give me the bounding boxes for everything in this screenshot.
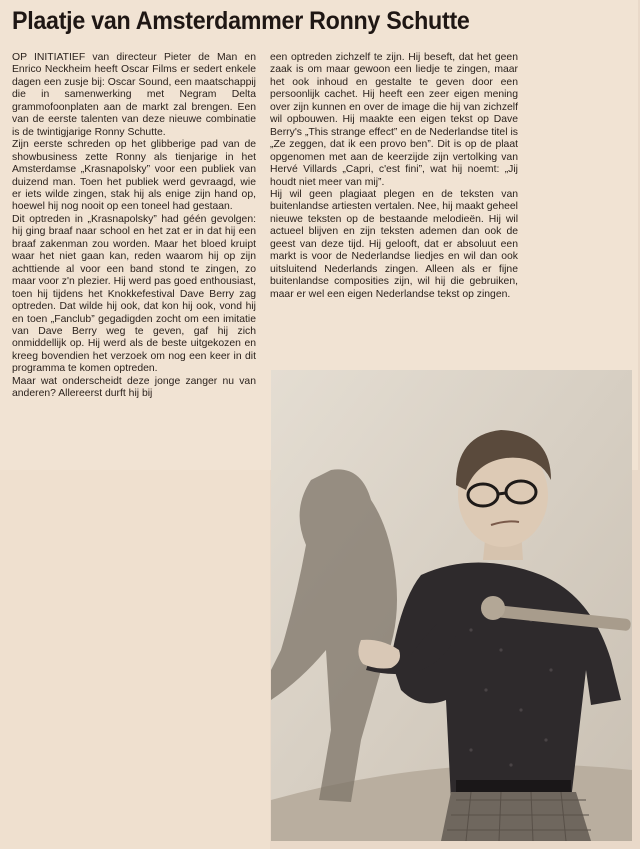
right-column xyxy=(270,52,518,301)
paragraph: Hij wil geen plagiaat plegen en de teksten van buitenlandse artiesten vertalen. Nee, hij maakt geheel nieuwe teksten op de bestaande melodieën. Hij wil actueel blijven en zijn teksten ademen dan ook de geest van deze tijd. Hij gelooft, dat er absoluut een markt is voor de Nederlandse liedjes en wil dan ook uitsluitend Nederlands zingen. Alleen als er fijne buitenlandse composities zijn, wil hij die gebruiken, maar er wel een eigen Nederlandse tekst op zingen. xyxy=(270,188,518,300)
paragraph: een optreden zichzelf te zijn. Hij beseft, dat het geen zaak is om maar gewoon een liedje te zingen, maar het ook inhoud en gestalte te geven door een persoonlijk cachet. Hij heeft een zeer eigen mening over zijn kunnen en over de image die hij van zichzelf wil opbouwen. Hij maakte een eigen tekst op Dave Berry's „This strange effect” en de Nederlandse titel is „Ze zeggen, dat ik een provo ben”. Dit is op de plaat opgenomen met aan de keerzijde zijn vertolking van Hervé Villards „Capri, c'est fini”, wat hij noemt: „Jij houdt niet meer van mij”. xyxy=(270,52,518,188)
paragraph: Maar wat onderscheidt deze jonge zanger nu van anderen? Allereerst durft hij bij xyxy=(12,375,256,400)
article-clipping-lower xyxy=(0,470,270,849)
article-title: Plaatje van Amsterdammer Ronny Schutte xyxy=(12,7,470,35)
paragraph: Dit optreden in „Krasnapolsky” had géén gevolgen: hij ging braaf naar school en het zat er in dat hij een braaf zakenman zou worden. Maar het bloed kruipt waar het niet gaan kan, reden waarom hij op zijn achttiende al voor een band stond te zingen, zo maar voor z'n plezier. Hij werd pas goed enthousiast, toen hij tijdens het Knokkefestival Dave Berry zag optreden. Dat wilde hij ook, dat kon hij ook, vond hij en toen „Fanclub” gegadigden zocht om een imitatie van Dave Berry weg te geven, gaf hij zich onmiddellijk op. Hij werd als de beste uitgekozen en kreeg bovendien het verzoek om nog een keer in dit programma te komen optreden. xyxy=(12,213,256,375)
paragraph: OP INITIATIEF van directeur Pieter de Man en Enrico Neckheim heeft Oscar Films er sedert enkele dagen een zusje bij: Oscar Sound, een maatschappij die in samenwerking met Negram Delta grammofoonplaten aan de markt zal brengen. Een van de eerste talenten van deze nieuwe combinatie is de twintigjarige Ronny Schutte. xyxy=(12,52,256,138)
left-column xyxy=(12,52,256,401)
paragraph: Zijn eerste schreden op het glibberige pad van de showbusiness zette Ronny als tienjarige in het Amsterdamse „Krasnapolsky” voor een publiek van duizend man. Toen het publiek werd gevraagd, wie er iets wilde zingen, stak hij als enige zijn hand op, hoewel hij nog nooit op een toneel had gestaan. xyxy=(12,139,256,213)
singer-photo xyxy=(271,370,632,841)
singer-photo-illustration xyxy=(271,370,632,841)
